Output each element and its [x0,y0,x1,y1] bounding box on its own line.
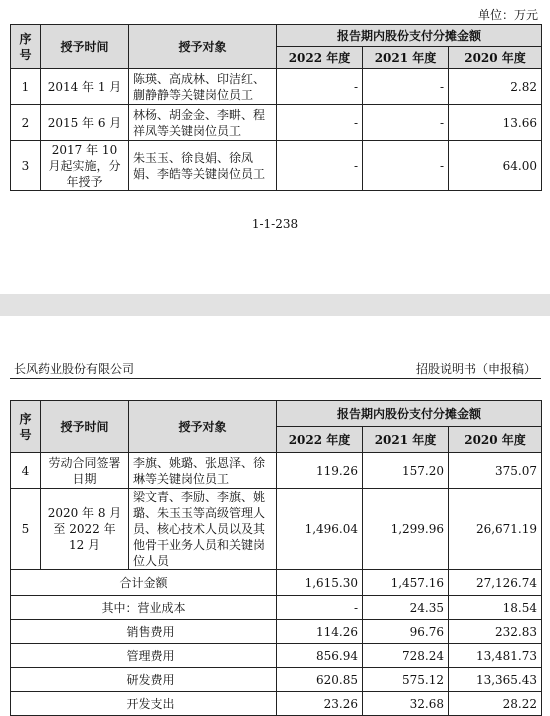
table-row [11,141,542,191]
breakdown-item-label: 营业成本 [137,600,186,615]
unit-label: 单位：万元 [477,8,538,22]
row-value-2020: 13.66 [449,105,542,141]
breakdown-value-2022: 23.26 [277,692,363,716]
total-value-2021: 1,457.16 [363,570,449,596]
breakdown-row [11,692,542,716]
company-name: 长风药业股份有限公司 [14,362,135,376]
share-payment-table-top [10,24,542,191]
row-value-2021: 1,299.96 [363,489,449,570]
row-target: 林杨、胡金金、李畊、程祥凤等关键岗位员工 [129,105,277,141]
row-target: 李旗、姚璐、张恩泽、徐琳等关键岗位员工 [129,453,277,489]
total-value-2020: 27,126.74 [449,570,542,596]
row-value-2020: 64.00 [449,141,542,191]
row-value-2022: - [277,141,363,191]
row-value-2020: 26,671.19 [449,489,542,570]
row-value-2021: 157.20 [363,453,449,489]
page-break [0,294,550,316]
row-time: 劳动合同签署日期 [41,453,129,489]
breakdown-label [11,596,277,620]
header-2022: 2022 年度 [277,427,363,453]
header-2021: 2021 年度 [363,47,449,69]
header-seq: 序号 [11,401,41,453]
row-value-2021: - [363,141,449,191]
row-time: 2020 年 8 月至 2022 年 12 月 [41,489,129,570]
header-grant-target: 授予对象 [129,25,277,69]
row-seq: 2 [11,105,41,141]
breakdown-value-2021: 24.35 [363,596,449,620]
row-time: 2015 年 6 月 [41,105,129,141]
row-seq: 1 [11,69,41,105]
breakdown-value-2022: 620.85 [277,668,363,692]
header-amount-group: 报告期内股份支付分摊金额 [277,25,542,47]
table-row [11,69,542,105]
breakdown-value-2021: 728.24 [363,644,449,668]
row-value-2022: - [277,69,363,105]
breakdown-item-label: 管理费用 [11,644,277,668]
breakdown-value-2020: 13,365.43 [449,668,542,692]
row-value-2022: 1,496.04 [277,489,363,570]
header-2020: 2020 年度 [449,427,542,453]
row-target: 梁文青、李励、李旗、姚璐、朱玉玉等高级管理人员、核心技术人员以及其他骨干业务人员和关键岗位人员 [129,489,277,570]
row-value-2021: - [363,105,449,141]
row-time: 2014 年 1 月 [41,69,129,105]
breakdown-row [11,668,542,692]
header-2021: 2021 年度 [363,427,449,453]
document-title: 招股说明书（申报稿） [415,362,536,376]
page-number: 1-1-238 [251,217,299,231]
header-2022: 2022 年度 [277,47,363,69]
row-value-2022: - [277,105,363,141]
breakdown-value-2020: 232.83 [449,620,542,644]
header-rule [10,378,541,379]
row-time: 2017 年 10 月起实施，分年授予 [41,141,129,191]
breakdown-value-2020: 18.54 [449,596,542,620]
breakdown-value-2022: 114.26 [277,620,363,644]
breakdown-row [11,620,542,644]
breakdown-item-label: 开发支出 [11,692,277,716]
breakdown-value-2021: 575.12 [363,668,449,692]
total-label: 合计金额 [11,570,277,596]
breakdown-row [11,596,542,620]
breakdown-value-2021: 96.76 [363,620,449,644]
share-payment-table-bottom [10,400,542,716]
table-row [11,489,542,570]
row-target: 朱玉玉、徐良娟、徐凤娟、李皓等关键岗位员工 [129,141,277,191]
breakdown-value-2022: 856.94 [277,644,363,668]
row-value-2020: 375.07 [449,453,542,489]
row-seq: 4 [11,453,41,489]
row-value-2021: - [363,69,449,105]
row-seq: 5 [11,489,41,570]
breakdown-item-label: 研发费用 [11,668,277,692]
header-grant-target: 授予对象 [129,401,277,453]
total-row [11,570,542,596]
table-row [11,105,542,141]
breakdown-row [11,644,542,668]
breakdown-item-label: 销售费用 [11,620,277,644]
header-2020: 2020 年度 [449,47,542,69]
row-seq: 3 [11,141,41,191]
row-value-2020: 2.82 [449,69,542,105]
breakdown-value-2021: 32.68 [363,692,449,716]
table-row [11,453,542,489]
header-grant-time: 授予时间 [41,401,129,453]
breakdown-value-2020: 28.22 [449,692,542,716]
header-amount-group: 报告期内股份支付分摊金额 [277,401,542,427]
breakdown-value-2020: 13,481.73 [449,644,542,668]
breakdown-prefix: 其中： [101,600,138,615]
header-grant-time: 授予时间 [41,25,129,69]
row-target: 陈瑛、高成林、印洁红、蒯静静等关键岗位员工 [129,69,277,105]
breakdown-value-2022: - [277,596,363,620]
header-seq: 序号 [11,25,41,69]
total-value-2022: 1,615.30 [277,570,363,596]
row-value-2022: 119.26 [277,453,363,489]
